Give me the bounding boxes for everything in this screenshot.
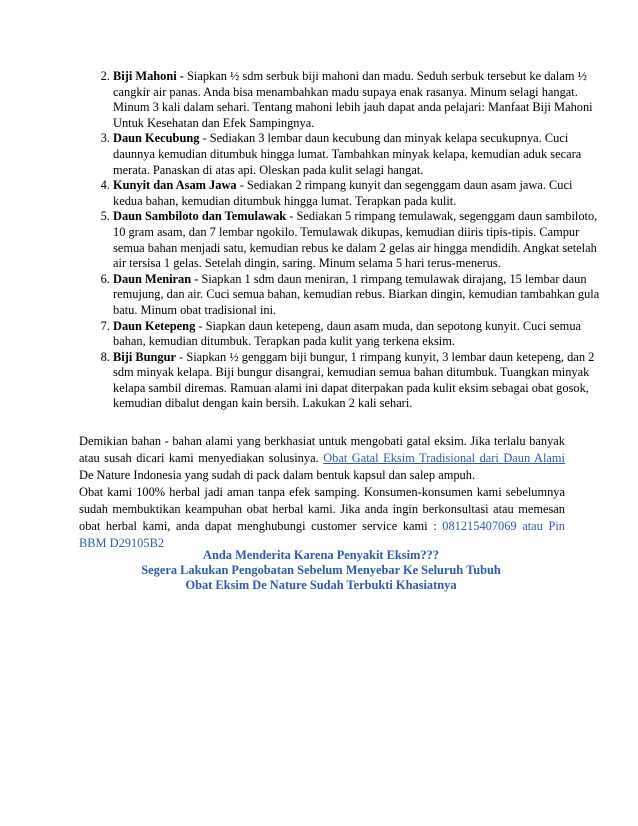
list-item	[113, 209, 603, 271]
cta-line: Obat Eksim De Nature Sudah Terbukti Khasiatnya	[185, 578, 457, 592]
list-item	[113, 272, 603, 319]
remedy-title: Daun Meniran -	[113, 271, 199, 286]
list-item	[113, 350, 603, 412]
product-link[interactable]: Obat Gatal Eksim Tradisional dari Daun Alami	[323, 451, 565, 465]
remedy-text: - Sediakan 3 lembar daun kecubung dan minyak kelapa secukupnya. Cuci daunnya kemudian ditumbuk hingga lumat. Tambahkan minyak kelapa, kemudian aduk secara merata. Panaskan di atas api. Oleskan pada kulit selagi hangat.	[113, 131, 582, 177]
remedy-text: Siapkan 1 sdm daun meniran, 1 rimpang temulawak dirajang, 15 lembar daun remujung, dan air. Cuci semua bahan, kemudian rebus. Biarkan dingin, kemudian tambahkan gula batu. Minum obat tradisional ini.	[113, 271, 600, 317]
remedy-title: Biji Bungur	[113, 349, 177, 364]
list-item	[113, 131, 603, 178]
remedy-list	[80, 69, 603, 412]
remedy-title: Biji Mahoni -	[113, 69, 184, 83]
remedy-title: Daun Kecubung	[113, 131, 200, 146]
remedy-text: - Siapkan daun ketepeng, daun asam muda, dan sepotong kunyit. Cuci semua bahan, kemudian ditumbuk. Terapkan pada kulit yang terkena eksim.	[113, 318, 582, 349]
cta-line: Segera Lakukan Pengobatan Sebelum Menyebar Ke Seluruh Tubuh	[141, 563, 501, 577]
remedy-text: - Sediakan 5 rimpang temulawak, segenggam daun sambiloto, 10 gram asam, dan 7 lembar ngokilo. Temulawak dikupas, kemudian diiris tipis-tipis. Campur semua bahan menjadi satu, kemudian rebus ke dalam 2 gelas air hingga mendidih. Angkat setelah air tersisa 1 gelas. Setelah dingin, saring. Minum selama 5 hari terus-menerus.	[113, 209, 598, 271]
remedy-text: - Siapkan ½ genggam biji bungur, 1 rimpang kunyit, 3 lembar daun ketepeng, dan 2 sdm minyak kelapa. Biji bungur disangrai, kemudian semua bahan ditumbuk. Tuangkan minyak kelapa sambil diremas. Ramuan alami ini dapat diterpakan pada kulit eksim sebagai obat gosok, kemudian dibalut dengan kain bersih. Lakukan 2 kali sehari.	[113, 349, 595, 411]
contact-paragraph	[79, 484, 565, 552]
contact-info: 081215407069 atau Pin BBM D29105B2	[79, 519, 565, 550]
remedy-text: - Sediakan 2 rimpang kunyit dan segenggam daun asam jawa. Cuci kedua bahan, kemudian ditumbuk hingga lumat. Terapkan pada kulit.	[113, 178, 573, 208]
list-item	[113, 178, 603, 209]
remedy-title: Daun Sambiloto dan Temulawak	[113, 209, 287, 224]
remedy-title: Daun Ketepeng	[113, 318, 196, 333]
closing-section	[79, 433, 565, 552]
closing-text: Demikian bahan - bahan alami yang berkhasiat untuk mengobati gatal eksim. Jika terlalu banyak atau susah dicari kami menyediakan solusinya.	[79, 434, 565, 465]
closing-text: De Nature Indonesia yang sudah di pack dalam bentuk kapsul dan salep ampuh.	[79, 468, 476, 482]
call-to-action	[79, 548, 563, 593]
closing-paragraph	[79, 433, 565, 484]
list-item	[113, 69, 603, 131]
closing-text: Obat kami 100% herbal jadi aman tanpa efek samping. Konsumen-konsumen kami sebelumnya sudah membuktikan keampuhan obat herbal kami. Jika anda ingin berkonsultasi atau memesan obat herbal kami, anda dapat menghubungi customer service kami :	[79, 485, 565, 533]
remedy-text: Siapkan ½ sdm serbuk biji mahoni dan madu. Seduh serbuk tersebut ke dalam ½ cangkir air panas. Anda bisa menambahkan madu supaya enak rasanya. Minum selagi hangat. Minum 3 kali dalam sehari. Tentang mahoni lebih jauh dapat anda pelajari: Manfaat Biji Mahoni Untuk Kesehatan dan Efek Sampingnya.	[113, 69, 593, 130]
list-item	[113, 319, 603, 350]
remedy-title: Kunyit dan Asam Jawa	[113, 178, 237, 193]
cta-line: Anda Menderita Karena Penyakit Eksim???	[203, 548, 439, 562]
